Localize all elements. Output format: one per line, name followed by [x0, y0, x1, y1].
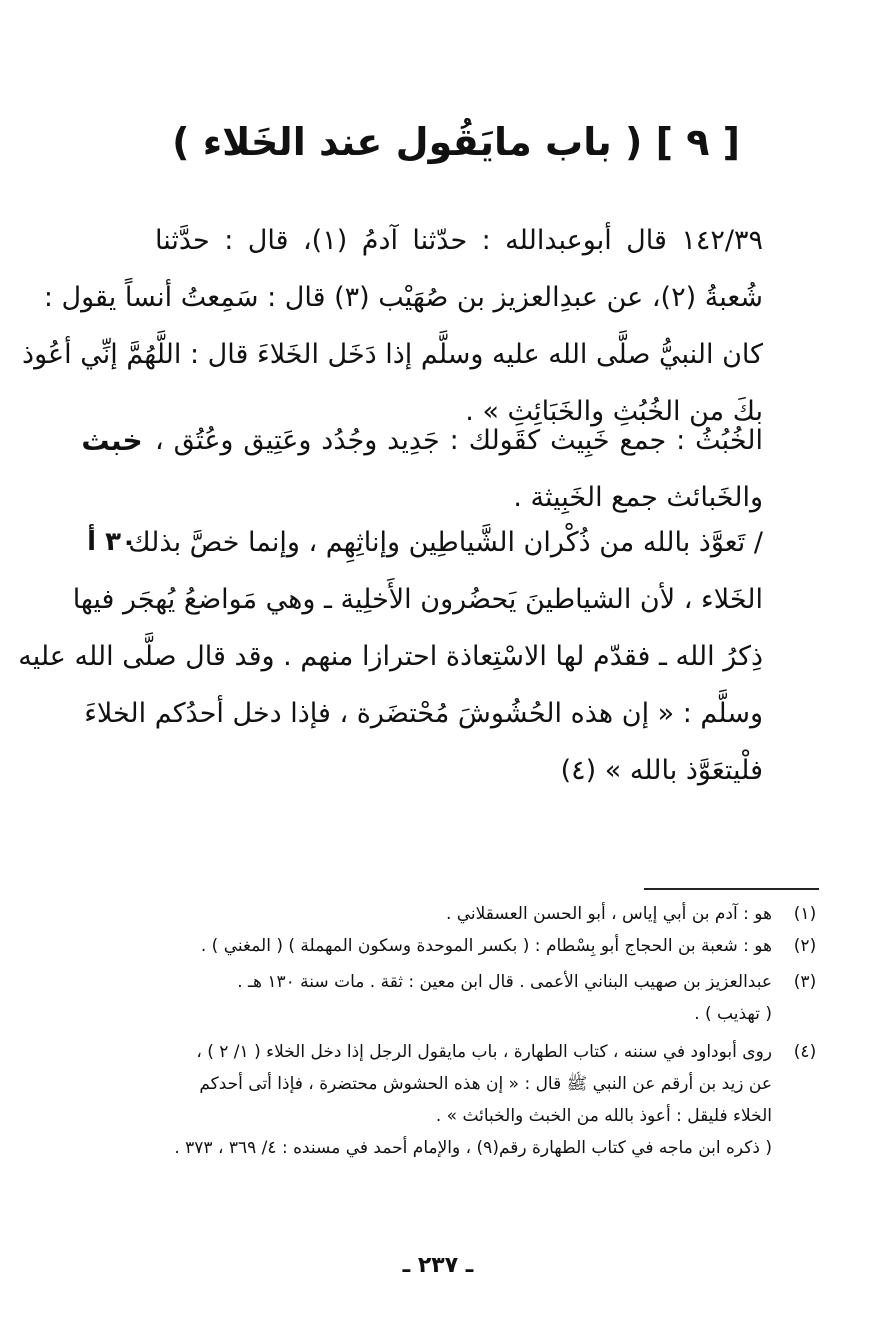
footnote-line: عن زيد بن أرقم عن النبي ﷺ قال : « إن هذه الحشوش محتضرة ، فإذا أتى أحدكم	[199, 1074, 772, 1094]
footnote-text	[72, 966, 772, 1030]
paragraph-line: وسلَّم : « إن هذه الحُشُوشَ مُحْتضَرة ، فإذا دخل أحدُكم الخلاءَ	[84, 698, 763, 729]
footnote-divider	[644, 888, 819, 890]
page-number: ـ ٢٣٧ ـ	[402, 1253, 474, 1278]
manuscript-folio-marker: ٣٠ أ	[87, 527, 137, 557]
paragraph-line: ذِكرُ الله ـ فقدّم لها الاسْتِعاذة احترازا منهم . وقد قال صلَّى الله عليه	[18, 641, 763, 672]
footnote-line: روى أبوداود في سننه ، كتاب الطهارة ، باب مايقول الرجل إذا دخل الخلاء ( ١/ ٢ ) ،	[196, 1042, 772, 1062]
footnote-line: هو : شعبة بن الحجاج أبو بِسْطام : ( بكسر الموحدة وسكون المهملة ) ( المغني ) .	[200, 936, 772, 956]
commentary-paragraph	[155, 412, 763, 526]
paragraph-line: الخُبُثُ : جمع خَبِيث كقَولك : جَدِيد وجُدُد وعَتِيق وعُتُق ،	[155, 425, 763, 456]
paragraph-line: / تَعوَّذ بالله من ذُكْران الشَّياطِين وإناثِهِم ، وإنما خصَّ بذلك	[128, 527, 763, 558]
footnote-text	[72, 898, 772, 930]
paragraph-line: شُعبةُ (٢)، عن عبدِالعزيز بن صُهَيْب (٣) قال : سَمِعتُ أنساً يقول :	[43, 282, 763, 313]
chapter-heading: [ ٩ ] ( باب مايَقُول عند الخَلاء )	[172, 120, 740, 164]
paragraph-line: والخَبائث جمع الخَبِيثة .	[513, 482, 763, 513]
footnote-text	[72, 930, 772, 962]
paragraph-line: الخَلاء ، لأن الشياطينَ يَحضُرون الأَخلِية ـ وهي مَواضعُ يُهجَر فيها	[72, 584, 763, 615]
footnote-number: (٣)	[793, 972, 817, 992]
footnote-number: (٤)	[793, 1042, 817, 1062]
hadith-paragraph	[22, 212, 763, 440]
paragraph-line: فلْيتعَوَّذ بالله » (٤)	[560, 755, 763, 786]
paragraph-line: ١٤٢/٣٩ قال أبوعبدالله : حدّثنا آدمُ (١)، قال : حدَّثنا	[155, 225, 763, 256]
footnote-line: ( ذكره ابن ماجه في كتاب الطهارة رقم(٩) ، والإمام أحمد في مسنده : ٤/ ٣٦٩ ، ٣٧٣ .	[174, 1138, 772, 1158]
footnote-number: (٢)	[793, 936, 817, 956]
footnote-line: ( تهذيب ) .	[694, 1004, 772, 1024]
footnote-line: الخلاء فليقل : أعوذ بالله من الخبث والخبائث » .	[435, 1106, 772, 1126]
footnote-number: (١)	[793, 904, 817, 924]
margin-keyword: خبث	[81, 424, 143, 457]
footnote-line: عبدالعزيز بن صهيب البناني الأعمى . قال ابن معين : ثقة . مات سنة ١٣٠ هـ .	[237, 972, 772, 992]
footnote-line: هو : آدم بن أبي إياس ، أبو الحسن العسقلاني .	[445, 904, 772, 924]
paragraph-line: بكَ من الخُبُثِ والخَبَائِثِ » .	[465, 396, 763, 427]
paragraph-line: كان النبيُّ صلَّى الله عليه وسلَّم إذا دَخَل الخَلاءَ قال : اللَّهُمَّ إنِّي أعُوذ	[22, 339, 763, 370]
footnote-text	[72, 1036, 772, 1164]
